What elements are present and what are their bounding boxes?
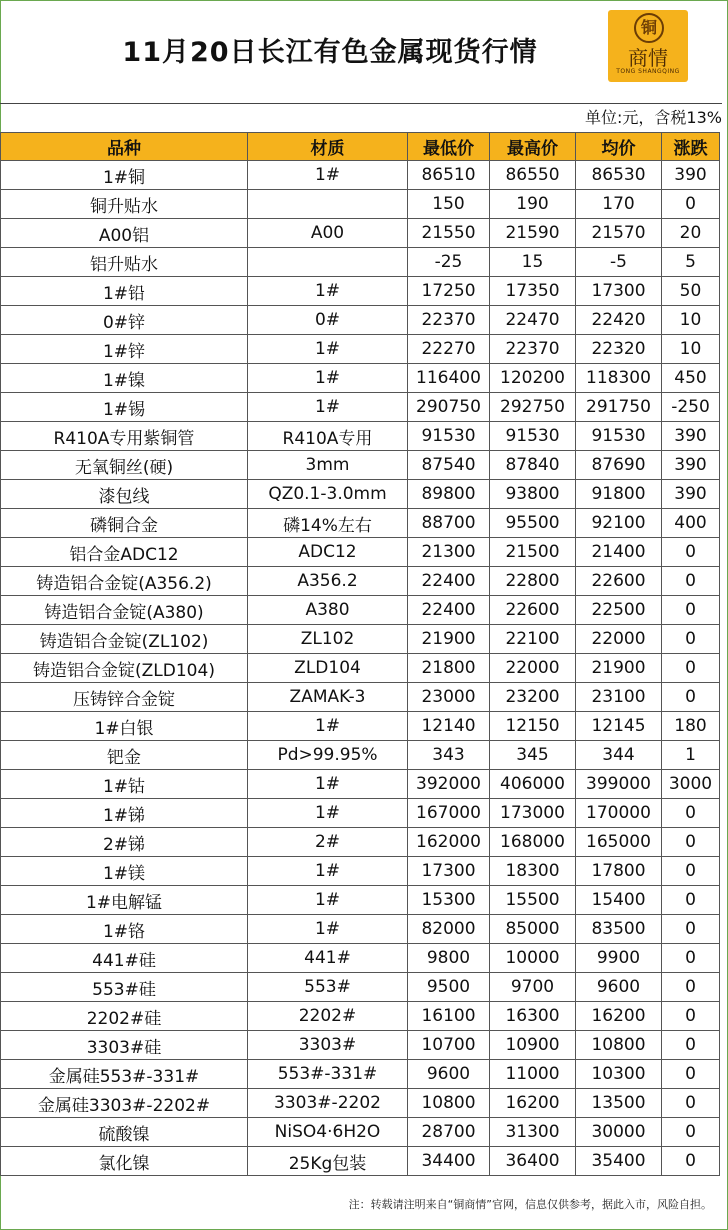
table-row: [1, 712, 720, 741]
cell-low-price: 87540: [408, 451, 490, 480]
cell-low-price: 22400: [408, 567, 490, 596]
table-row: [1, 509, 720, 538]
cell-variety: 1#锑: [1, 799, 248, 828]
cell-high-price: 22470: [490, 306, 576, 335]
cell-low-price: 9600: [408, 1060, 490, 1089]
table-row: [1, 1031, 720, 1060]
cell-high-price: 15500: [490, 886, 576, 915]
cell-material: 441#: [248, 944, 408, 973]
cell-high-price: 16300: [490, 1002, 576, 1031]
copper-coin-icon: 铜: [634, 13, 664, 43]
cell-change: 0: [662, 1118, 720, 1147]
cell-material: 1#: [248, 770, 408, 799]
cell-avg-price: 35400: [576, 1147, 662, 1176]
cell-low-price: 86510: [408, 161, 490, 190]
cell-change: 390: [662, 422, 720, 451]
cell-high-price: 17350: [490, 277, 576, 306]
cell-avg-price: 15400: [576, 886, 662, 915]
cell-material: [248, 190, 408, 219]
table-row: [1, 654, 720, 683]
cell-variety: 钯金: [1, 741, 248, 770]
cell-avg-price: 344: [576, 741, 662, 770]
cell-material: 1#: [248, 712, 408, 741]
cell-high-price: 22600: [490, 596, 576, 625]
cell-low-price: 16100: [408, 1002, 490, 1031]
cell-high-price: 22370: [490, 335, 576, 364]
cell-avg-price: 91530: [576, 422, 662, 451]
cell-material: 1#: [248, 915, 408, 944]
cell-low-price: 9500: [408, 973, 490, 1002]
cell-high-price: 18300: [490, 857, 576, 886]
cell-high-price: 190: [490, 190, 576, 219]
cell-material: A00: [248, 219, 408, 248]
cell-material: Pd>99.95%: [248, 741, 408, 770]
cell-material: NiSO4·6H2O: [248, 1118, 408, 1147]
table-row: [1, 973, 720, 1002]
cell-low-price: 343: [408, 741, 490, 770]
cell-low-price: 88700: [408, 509, 490, 538]
cell-avg-price: 10800: [576, 1031, 662, 1060]
cell-change: 0: [662, 1060, 720, 1089]
cell-change: 1: [662, 741, 720, 770]
table-row: [1, 335, 720, 364]
cell-material: 3303#-2202: [248, 1089, 408, 1118]
cell-avg-price: 30000: [576, 1118, 662, 1147]
cell-material: 553#-331#: [248, 1060, 408, 1089]
cell-variety: 441#硅: [1, 944, 248, 973]
cell-change: 390: [662, 161, 720, 190]
cell-change: 450: [662, 364, 720, 393]
cell-avg-price: 22000: [576, 625, 662, 654]
cell-material: 1#: [248, 277, 408, 306]
cell-avg-price: 22320: [576, 335, 662, 364]
cell-material: ADC12: [248, 538, 408, 567]
cell-change: 400: [662, 509, 720, 538]
table-row: [1, 538, 720, 567]
table-row: [1, 306, 720, 335]
cell-avg-price: 399000: [576, 770, 662, 799]
table-row: [1, 219, 720, 248]
table-row: [1, 1118, 720, 1147]
cell-material: A356.2: [248, 567, 408, 596]
cell-low-price: 91530: [408, 422, 490, 451]
cell-material: [248, 248, 408, 277]
column-header: 最低价: [408, 133, 490, 161]
cell-change: 0: [662, 567, 720, 596]
cell-high-price: 22000: [490, 654, 576, 683]
cell-variety: 硫酸镍: [1, 1118, 248, 1147]
table-row: [1, 1147, 720, 1176]
cell-variety: 2#锑: [1, 828, 248, 857]
cell-low-price: -25: [408, 248, 490, 277]
cell-change: 390: [662, 451, 720, 480]
cell-variety: 氯化镍: [1, 1147, 248, 1176]
cell-variety: 铸造铝合金锭(ZL102): [1, 625, 248, 654]
cell-change: 180: [662, 712, 720, 741]
logo-pinyin: TONG SHANGQING: [616, 68, 680, 75]
cell-change: 0: [662, 683, 720, 712]
table-row: [1, 944, 720, 973]
cell-variety: R410A专用紫铜管: [1, 422, 248, 451]
cell-low-price: 17300: [408, 857, 490, 886]
unit-note: 单位:元，含税13%: [0, 103, 722, 132]
cell-change: 0: [662, 1089, 720, 1118]
cell-high-price: 91530: [490, 422, 576, 451]
cell-low-price: 22400: [408, 596, 490, 625]
cell-avg-price: 21900: [576, 654, 662, 683]
table-row: [1, 596, 720, 625]
cell-high-price: 168000: [490, 828, 576, 857]
cell-variety: 1#锌: [1, 335, 248, 364]
table-row: [1, 422, 720, 451]
column-header: 品种: [1, 133, 248, 161]
cell-variety: 铸造铝合金锭(ZLD104): [1, 654, 248, 683]
cell-low-price: 21300: [408, 538, 490, 567]
cell-variety: 1#白银: [1, 712, 248, 741]
cell-high-price: 93800: [490, 480, 576, 509]
cell-high-price: 10900: [490, 1031, 576, 1060]
cell-change: 0: [662, 538, 720, 567]
cell-high-price: 12150: [490, 712, 576, 741]
cell-change: 50: [662, 277, 720, 306]
column-header: 最高价: [490, 133, 576, 161]
cell-high-price: 10000: [490, 944, 576, 973]
cell-avg-price: 12145: [576, 712, 662, 741]
cell-high-price: 406000: [490, 770, 576, 799]
cell-high-price: 22100: [490, 625, 576, 654]
cell-material: 2202#: [248, 1002, 408, 1031]
logo-name: 商情: [628, 46, 668, 70]
cell-high-price: 120200: [490, 364, 576, 393]
table-row: [1, 857, 720, 886]
cell-change: -250: [662, 393, 720, 422]
cell-avg-price: 22600: [576, 567, 662, 596]
cell-material: ZAMAK-3: [248, 683, 408, 712]
cell-variety: A00铝: [1, 219, 248, 248]
cell-avg-price: 17800: [576, 857, 662, 886]
table-row: [1, 393, 720, 422]
cell-change: 0: [662, 944, 720, 973]
cell-variety: 1#钴: [1, 770, 248, 799]
cell-high-price: 36400: [490, 1147, 576, 1176]
cell-high-price: 9700: [490, 973, 576, 1002]
table-row: [1, 161, 720, 190]
brand-logo: [608, 10, 688, 82]
cell-change: 0: [662, 1002, 720, 1031]
cell-low-price: 167000: [408, 799, 490, 828]
cell-low-price: 116400: [408, 364, 490, 393]
table-row: [1, 741, 720, 770]
cell-change: 20: [662, 219, 720, 248]
table-row: [1, 770, 720, 799]
cell-avg-price: -5: [576, 248, 662, 277]
cell-variety: 铜升贴水: [1, 190, 248, 219]
cell-material: 2#: [248, 828, 408, 857]
footer-note: 注：转载请注明来自“铜商情”官网，信息仅供参考，据此入市，风险自担。: [348, 1198, 712, 1211]
cell-low-price: 21800: [408, 654, 490, 683]
cell-variety: 2202#硅: [1, 1002, 248, 1031]
cell-high-price: 95500: [490, 509, 576, 538]
cell-low-price: 10800: [408, 1089, 490, 1118]
cell-low-price: 89800: [408, 480, 490, 509]
cell-high-price: 86550: [490, 161, 576, 190]
table-header-row: [1, 133, 720, 161]
cell-low-price: 22270: [408, 335, 490, 364]
cell-avg-price: 16200: [576, 1002, 662, 1031]
cell-change: 0: [662, 973, 720, 1002]
cell-high-price: 23200: [490, 683, 576, 712]
cell-avg-price: 291750: [576, 393, 662, 422]
cell-avg-price: 87690: [576, 451, 662, 480]
cell-avg-price: 86530: [576, 161, 662, 190]
cell-avg-price: 170000: [576, 799, 662, 828]
cell-change: 0: [662, 799, 720, 828]
table-row: [1, 1002, 720, 1031]
cell-high-price: 345: [490, 741, 576, 770]
table-row: [1, 828, 720, 857]
cell-material: 25Kg包装: [248, 1147, 408, 1176]
cell-avg-price: 83500: [576, 915, 662, 944]
cell-change: 390: [662, 480, 720, 509]
cell-avg-price: 165000: [576, 828, 662, 857]
cell-material: ZL102: [248, 625, 408, 654]
cell-material: 1#: [248, 335, 408, 364]
cell-variety: 漆包线: [1, 480, 248, 509]
cell-avg-price: 21570: [576, 219, 662, 248]
cell-low-price: 17250: [408, 277, 490, 306]
table-row: [1, 480, 720, 509]
table-row: [1, 451, 720, 480]
cell-variety: 铸造铝合金锭(A380): [1, 596, 248, 625]
cell-variety: 1#镁: [1, 857, 248, 886]
cell-low-price: 150: [408, 190, 490, 219]
cell-high-price: 292750: [490, 393, 576, 422]
table-row: [1, 277, 720, 306]
cell-material: QZ0.1-3.0mm: [248, 480, 408, 509]
table-body: [1, 161, 720, 1176]
cell-high-price: 11000: [490, 1060, 576, 1089]
cell-variety: 金属硅3303#-2202#: [1, 1089, 248, 1118]
column-header: 涨跌: [662, 133, 720, 161]
cell-high-price: 87840: [490, 451, 576, 480]
cell-low-price: 28700: [408, 1118, 490, 1147]
cell-high-price: 22800: [490, 567, 576, 596]
cell-variety: 压铸锌合金锭: [1, 683, 248, 712]
cell-variety: 铝升贴水: [1, 248, 248, 277]
page-title: 11月20日长江有色金属现货行情: [122, 37, 538, 68]
cell-avg-price: 22420: [576, 306, 662, 335]
cell-material: 磷14%左右: [248, 509, 408, 538]
cell-high-price: 21500: [490, 538, 576, 567]
cell-change: 5: [662, 248, 720, 277]
cell-change: 0: [662, 857, 720, 886]
cell-material: 3303#: [248, 1031, 408, 1060]
cell-high-price: 21590: [490, 219, 576, 248]
cell-low-price: 22370: [408, 306, 490, 335]
cell-variety: 553#硅: [1, 973, 248, 1002]
table-row: [1, 625, 720, 654]
page-header: [0, 0, 728, 104]
cell-avg-price: 9900: [576, 944, 662, 973]
table-row: [1, 1060, 720, 1089]
cell-high-price: 31300: [490, 1118, 576, 1147]
cell-low-price: 9800: [408, 944, 490, 973]
cell-variety: 金属硅553#-331#: [1, 1060, 248, 1089]
cell-variety: 1#铅: [1, 277, 248, 306]
table-row: [1, 886, 720, 915]
cell-high-price: 173000: [490, 799, 576, 828]
cell-low-price: 82000: [408, 915, 490, 944]
cell-avg-price: 21400: [576, 538, 662, 567]
table-row: [1, 1089, 720, 1118]
cell-variety: 磷铜合金: [1, 509, 248, 538]
cell-material: 0#: [248, 306, 408, 335]
cell-change: 0: [662, 915, 720, 944]
table-row: [1, 567, 720, 596]
cell-material: 1#: [248, 886, 408, 915]
cell-change: 0: [662, 1031, 720, 1060]
cell-low-price: 21550: [408, 219, 490, 248]
cell-material: 1#: [248, 857, 408, 886]
cell-variety: 1#铜: [1, 161, 248, 190]
cell-variety: 铝合金ADC12: [1, 538, 248, 567]
cell-variety: 1#电解锰: [1, 886, 248, 915]
cell-low-price: 290750: [408, 393, 490, 422]
cell-low-price: 162000: [408, 828, 490, 857]
cell-low-price: 34400: [408, 1147, 490, 1176]
cell-change: 0: [662, 596, 720, 625]
cell-low-price: 21900: [408, 625, 490, 654]
cell-avg-price: 118300: [576, 364, 662, 393]
cell-avg-price: 91800: [576, 480, 662, 509]
cell-variety: 0#锌: [1, 306, 248, 335]
cell-material: R410A专用: [248, 422, 408, 451]
cell-material: A380: [248, 596, 408, 625]
cell-change: 0: [662, 190, 720, 219]
cell-avg-price: 9600: [576, 973, 662, 1002]
cell-high-price: 16200: [490, 1089, 576, 1118]
cell-low-price: 392000: [408, 770, 490, 799]
table-row: [1, 799, 720, 828]
cell-avg-price: 22500: [576, 596, 662, 625]
cell-change: 3000: [662, 770, 720, 799]
cell-material: 1#: [248, 799, 408, 828]
cell-material: 553#: [248, 973, 408, 1002]
table-row: [1, 248, 720, 277]
table-row: [1, 915, 720, 944]
cell-low-price: 23000: [408, 683, 490, 712]
cell-change: 0: [662, 886, 720, 915]
cell-high-price: 15: [490, 248, 576, 277]
cell-variety: 3303#硅: [1, 1031, 248, 1060]
price-table: [0, 132, 720, 1176]
cell-avg-price: 92100: [576, 509, 662, 538]
table-row: [1, 364, 720, 393]
cell-low-price: 15300: [408, 886, 490, 915]
column-header: 均价: [576, 133, 662, 161]
table-row: [1, 190, 720, 219]
cell-high-price: 85000: [490, 915, 576, 944]
cell-variety: 1#锡: [1, 393, 248, 422]
cell-avg-price: 13500: [576, 1089, 662, 1118]
cell-variety: 1#镍: [1, 364, 248, 393]
cell-variety: 1#铬: [1, 915, 248, 944]
cell-change: 10: [662, 335, 720, 364]
cell-material: 3mm: [248, 451, 408, 480]
cell-material: 1#: [248, 364, 408, 393]
cell-material: 1#: [248, 393, 408, 422]
cell-change: 0: [662, 625, 720, 654]
cell-low-price: 12140: [408, 712, 490, 741]
cell-change: 0: [662, 828, 720, 857]
table-row: [1, 683, 720, 712]
cell-material: ZLD104: [248, 654, 408, 683]
cell-variety: 铸造铝合金锭(A356.2): [1, 567, 248, 596]
cell-avg-price: 23100: [576, 683, 662, 712]
cell-material: 1#: [248, 161, 408, 190]
cell-variety: 无氧铜丝(硬): [1, 451, 248, 480]
cell-low-price: 10700: [408, 1031, 490, 1060]
cell-avg-price: 10300: [576, 1060, 662, 1089]
cell-avg-price: 170: [576, 190, 662, 219]
cell-change: 10: [662, 306, 720, 335]
column-header: 材质: [248, 133, 408, 161]
cell-change: 0: [662, 654, 720, 683]
cell-avg-price: 17300: [576, 277, 662, 306]
cell-change: 0: [662, 1147, 720, 1176]
